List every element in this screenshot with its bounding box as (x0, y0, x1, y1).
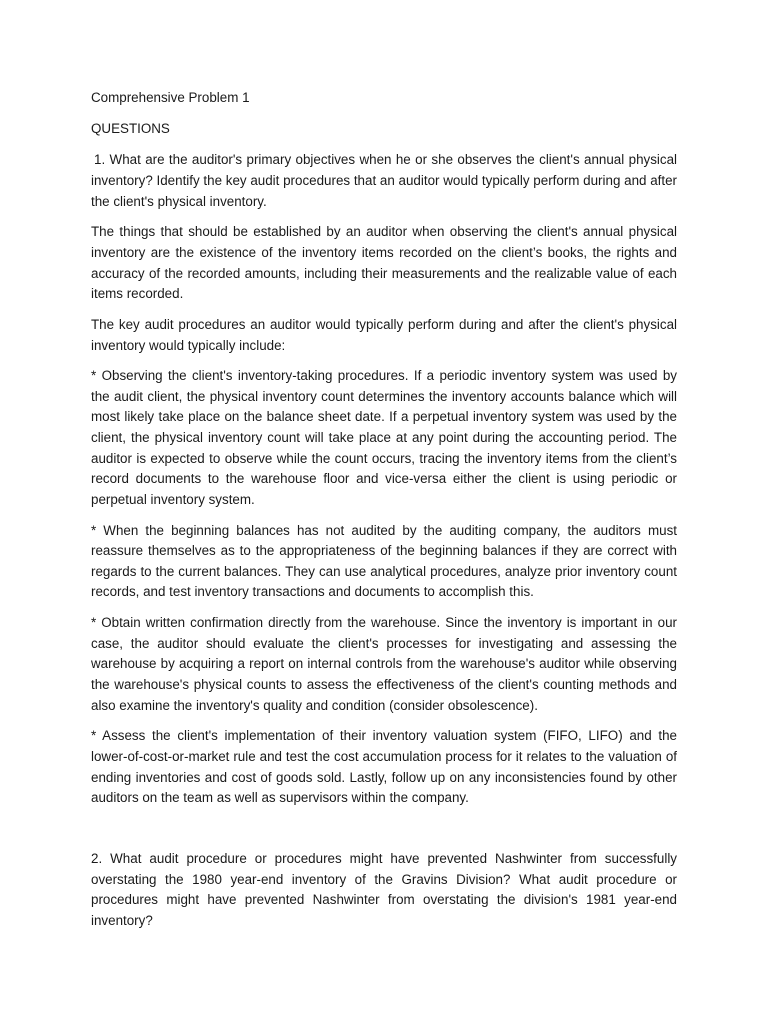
document-page (91, 88, 677, 941)
answer-1-intro: The things that should be established by an auditor when observing the client's annual physical inventory are the existence of the inventory items recorded on the client’s books, the rights and accuracy of the recorded amounts, including their measurements and the realizable value of each items recorded. (91, 224, 677, 302)
procedure-item: * Observing the client's inventory-taking procedures. If a periodic inventory system was used by the audit client, the physical inventory count determines the inventory accounts balance which will most likely take place on the balance sheet date. If a perpetual inventory system was used by the client, the physical inventory count will take place at any point during the accounting period. The auditor is expected to observe while the count occurs, tracing the inventory items from the client’s record documents to the warehouse floor and vice-versa either the client is using periodic or perpetual inventory system. (91, 368, 677, 507)
document-title: Comprehensive Problem 1 (91, 90, 250, 105)
procedure-item: * Obtain written confirmation directly from the warehouse. Since the inventory is important in our case, the auditor should evaluate the client's processes for investigating and assessing the warehouse by acquiring a report on internal controls from the warehouse's auditor while observing the warehouse's physical counts to assess the effectiveness of the client's counting methods and also examine the inventory's quality and condition (consider obsolescence). (91, 615, 677, 713)
questions-heading: QUESTIONS (91, 120, 170, 136)
question-1: 1. What are the auditor's primary objectives when he or she observes the client's annual physical inventory? Identify the key audit procedures that an auditor would typically perform during and after the client's physical inventory. (91, 152, 677, 209)
procedure-item: * Assess the client's implementation of their inventory valuation system (FIFO, LIFO) and the lower-of-cost-or-market rule and test the cost accumulation process for it relates to the valuation of ending inventories and cost of goods sold. Lastly, follow up on any inconsistencies found by other auditors on the team as well as supervisors within the company. (91, 728, 677, 806)
question-2: 2. What audit procedure or procedures might have prevented Nashwinter from successfully overstating the 1980 year-end inventory of the Gravins Division? What audit procedure or procedures might have prevented Nashwinter from overstating the division's 1981 year-end inventory? (91, 850, 677, 928)
paragraph-spacer (91, 819, 677, 849)
answer-1-procedures-intro: The key audit procedures an auditor would typically perform during and after the client's physical inventory would typically include: (91, 316, 677, 353)
procedure-item: * When the beginning balances has not audited by the auditing company, the auditors must reassure themselves as to the appropriateness of the beginning balances if they are correct with regards to the current balances. They can use analytical procedures, analyze prior inventory count records, and test inventory transactions and documents to accomplish this. (91, 522, 677, 600)
